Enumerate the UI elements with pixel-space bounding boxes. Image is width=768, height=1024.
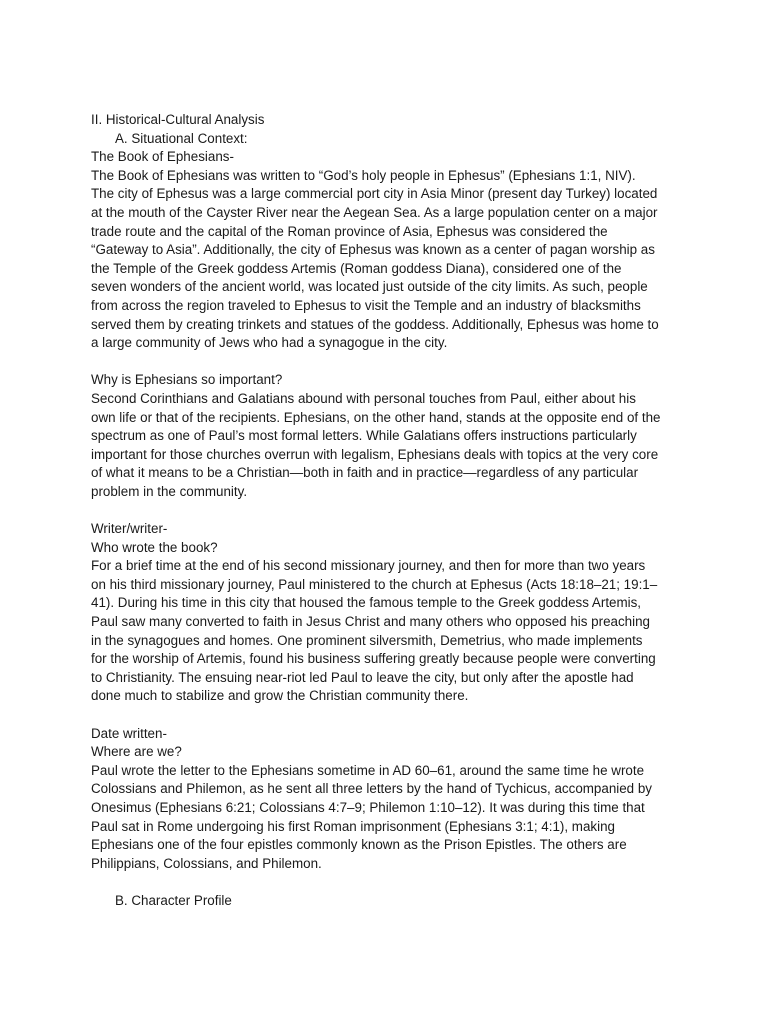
text-line: done much to stabilize and grow the Christian community there.	[91, 688, 469, 704]
subsection-b-heading: B. Character Profile	[115, 892, 232, 908]
why-important-heading: Why is Ephesians so important?	[91, 372, 283, 388]
paragraph-gap	[91, 501, 691, 520]
text-line: Paul sat in Rome undergoing his first Roman imprisonment (Ephesians 3:1; 4:1), making	[91, 818, 615, 834]
document-body	[91, 111, 691, 911]
text-line: at the mouth of the Cayster River near the Aegean Sea. As a large population center on a major	[91, 204, 658, 220]
paragraph-date	[91, 762, 691, 874]
text-line: Second Corinthians and Galatians abound with personal touches from Paul, either about his	[91, 390, 636, 406]
text-line: 41). During his time in this city that housed the famous temple to the Greek goddess Artemis,	[91, 595, 642, 611]
text-line: own life or that of the recipients. Ephesians, on the other hand, stands at the opposite end of the	[91, 409, 661, 425]
section-heading: II. Historical-Cultural Analysis	[91, 112, 265, 127]
text-line: Paul wrote the letter to the Ephesians sometime in AD 60–61, around the same time he wrote	[91, 762, 645, 778]
text-line: to Christianity. The ensuing near-riot led Paul to leave the city, but only after the apostle had	[91, 669, 634, 685]
text-line: the Temple of the Greek goddess Artemis (Roman goddess Diana), considered one of the	[91, 260, 622, 276]
book-heading: The Book of Ephesians-	[91, 149, 234, 165]
text-line: seven wonders of the ancient world, was located just outside of the city limits. As such, people	[91, 279, 648, 295]
date-written-heading: Date written-	[91, 725, 167, 741]
text-line: Ephesians one of the four epistles commonly known as the Prison Epistles. The others are	[91, 837, 627, 853]
paragraph-situational-context	[91, 167, 691, 353]
text-line: The Book of Ephesians was written to “God’s holy people in Ephesus” (Ephesians 1:1, NIV).	[91, 167, 636, 183]
text-line: a large community of Jews who had a synagogue in the city.	[91, 335, 448, 351]
paragraph-writer	[91, 557, 691, 706]
subsection-a-heading: A. Situational Context:	[115, 130, 248, 146]
text-line: Philippians, Colossians, and Philemon.	[91, 855, 322, 871]
text-line: For a brief time at the end of his second missionary journey, and then for more than two years	[91, 558, 646, 574]
paragraph-gap	[91, 706, 691, 725]
text-line: of what it means to be a Christian—both in faith and in practice—regardless of any particular	[91, 465, 639, 481]
text-line: “Gateway to Asia”. Additionally, the city of Ephesus was known as a center of pagan worship as	[91, 242, 655, 258]
text-line: Paul saw many converted to faith in Jesus Christ and many others who opposed his preaching	[91, 614, 650, 630]
text-line: for the worship of Artemis, found his business suffering greatly because people were converting	[91, 651, 656, 667]
text-line: served them by creating trinkets and statues of the goddess. Additionally, Ephesus was home to	[91, 316, 659, 332]
text-line: Onesimus (Ephesians 6:21; Colossians 4:7–9; Philemon 1:10–12). It was during this time that	[91, 799, 645, 815]
where-are-we-heading: Where are we?	[91, 744, 182, 760]
text-line: problem in the community.	[91, 483, 248, 499]
who-wrote-heading: Who wrote the book?	[91, 539, 218, 555]
paragraph-gap	[91, 353, 691, 372]
text-line: important for those churches overrun with legalism, Ephesians deals with topics at the very core	[91, 446, 659, 462]
text-line: The city of Ephesus was a large commercial port city in Asia Minor (present day Turkey) located	[91, 186, 658, 202]
text-line: from across the region traveled to Ephesus to visit the Temple and an industry of blacksmiths	[91, 297, 641, 313]
paragraph-importance	[91, 390, 691, 502]
paragraph-gap	[91, 873, 691, 892]
writer-heading: Writer/writer-	[91, 521, 168, 537]
text-line: in the synagogues and homes. One prominent silversmith, Demetrius, who made implements	[91, 632, 643, 648]
text-line: Colossians and Philemon, as he sent all three letters by the hand of Tychicus, accompanied by	[91, 781, 652, 797]
text-line: spectrum as one of Paul’s most formal letters. While Galatians offers instructions particularly	[91, 428, 637, 444]
text-line: trade route and the capital of the Roman province of Asia, Ephesus was considered the	[91, 223, 608, 239]
text-line: on his third missionary journey, Paul ministered to the church at Ephesus (Acts 18:18–21; 19:1–	[91, 576, 658, 592]
